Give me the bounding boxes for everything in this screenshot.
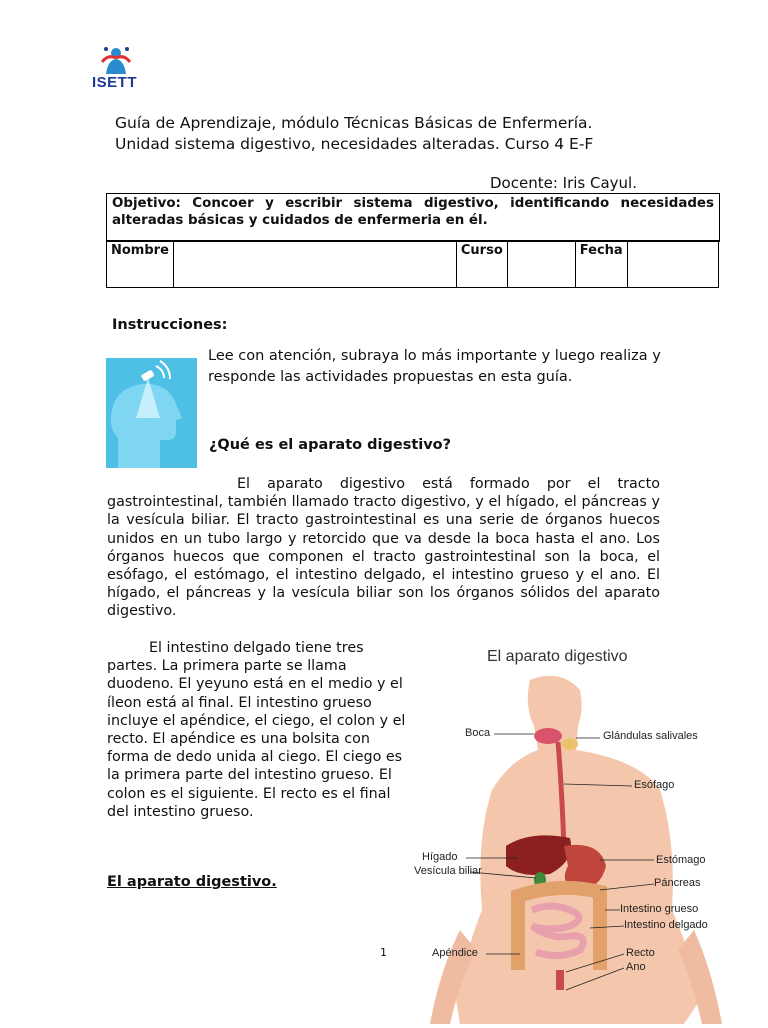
fecha-field[interactable] (627, 241, 718, 288)
digestive-system-diagram (400, 670, 768, 1024)
label-intestino-grueso: Intestino grueso (620, 903, 699, 915)
logo-figure-icon (88, 44, 146, 78)
paragraph-2 (107, 639, 407, 821)
paragraph-1 (107, 475, 660, 621)
instrucciones-heading: Instrucciones: (112, 317, 228, 333)
document-title (115, 113, 675, 155)
logo-text: ISETT (92, 74, 138, 91)
label-boca: Boca (465, 727, 491, 739)
fecha-label: Fecha (575, 241, 627, 288)
isett-logo (88, 44, 146, 98)
curso-field[interactable] (507, 241, 575, 288)
nombre-label: Nombre (107, 241, 174, 288)
head-signal-icon (106, 358, 197, 468)
nombre-field[interactable] (173, 241, 456, 288)
instrucciones-text: Lee con atención, subraya lo más importante y luego realiza y responde las actividades propuestas en esta guía. (208, 348, 661, 385)
diagram-title: El aparato digestivo (487, 648, 628, 665)
page-number: 1 (380, 946, 387, 959)
paragraph-1-text: El aparato digestivo está formado por el tracto gastrointestinal, también llamado tracto digestivo, y el hígado, el páncreas y la vesícula biliar. El tracto gastrointestinal es una serie de órganos huecos unidos en un tubo largo y retorcido que va desde la boca hasta el ano. Los órganos huecos que componen el tracto gastrointestinal son la boca, el esófago, el estómago, el intestino delgado, el intestino grueso y el ano. El hígado, el páncreas y la vesícula biliar son los órganos sólidos del aparato digestivo. (107, 476, 660, 620)
label-intestino-delgado: Intestino delgado (624, 919, 708, 931)
objetivo-box: Objetivo: Concoer y escribir sistema digestivo, identificando necesidades alteradas básicas y cuidados de enfermeria en él. (106, 193, 720, 242)
section-subtitle: El aparato digestivo. (107, 874, 277, 890)
label-esofago: Esófago (634, 779, 675, 791)
label-estomago: Estómago (656, 854, 706, 866)
paragraph-2-text: El intestino delgado tiene tres partes. La primera parte se llama duodeno. El yeyuno está en el medio y el íleon está al final. El intestino grueso incluye el apéndice, el ciego, el colon y el recto. El apéndice es una bolsita con forma de dedo unida al ciego. El ciego es la primera parte del intestino grueso. El colon es el siguiente. El recto es el final del intestino grueso. (107, 640, 406, 820)
body-illustration (400, 670, 768, 1024)
docente-line: Docente: Iris Cayul. (490, 174, 637, 192)
curso-label: Curso (456, 241, 507, 288)
label-pancreas: Páncreas (654, 877, 701, 889)
label-vesicula: Vesícula biliar (414, 865, 482, 877)
title-line-2: Unidad sistema digestivo, necesidades alteradas. Curso 4 E-F (115, 135, 594, 153)
section-question: ¿Qué es el aparato digestivo? (209, 437, 452, 453)
label-higado: Hígado (422, 851, 458, 863)
title-line-1: Guía de Aprendizaje, módulo Técnicas Básicas de Enfermería. (115, 114, 593, 132)
label-recto: Recto (626, 947, 655, 959)
label-apendice: Apéndice (432, 947, 478, 959)
label-glandulas: Glándulas salivales (603, 730, 698, 742)
student-info-table (106, 240, 719, 288)
label-ano: Ano (626, 961, 646, 973)
